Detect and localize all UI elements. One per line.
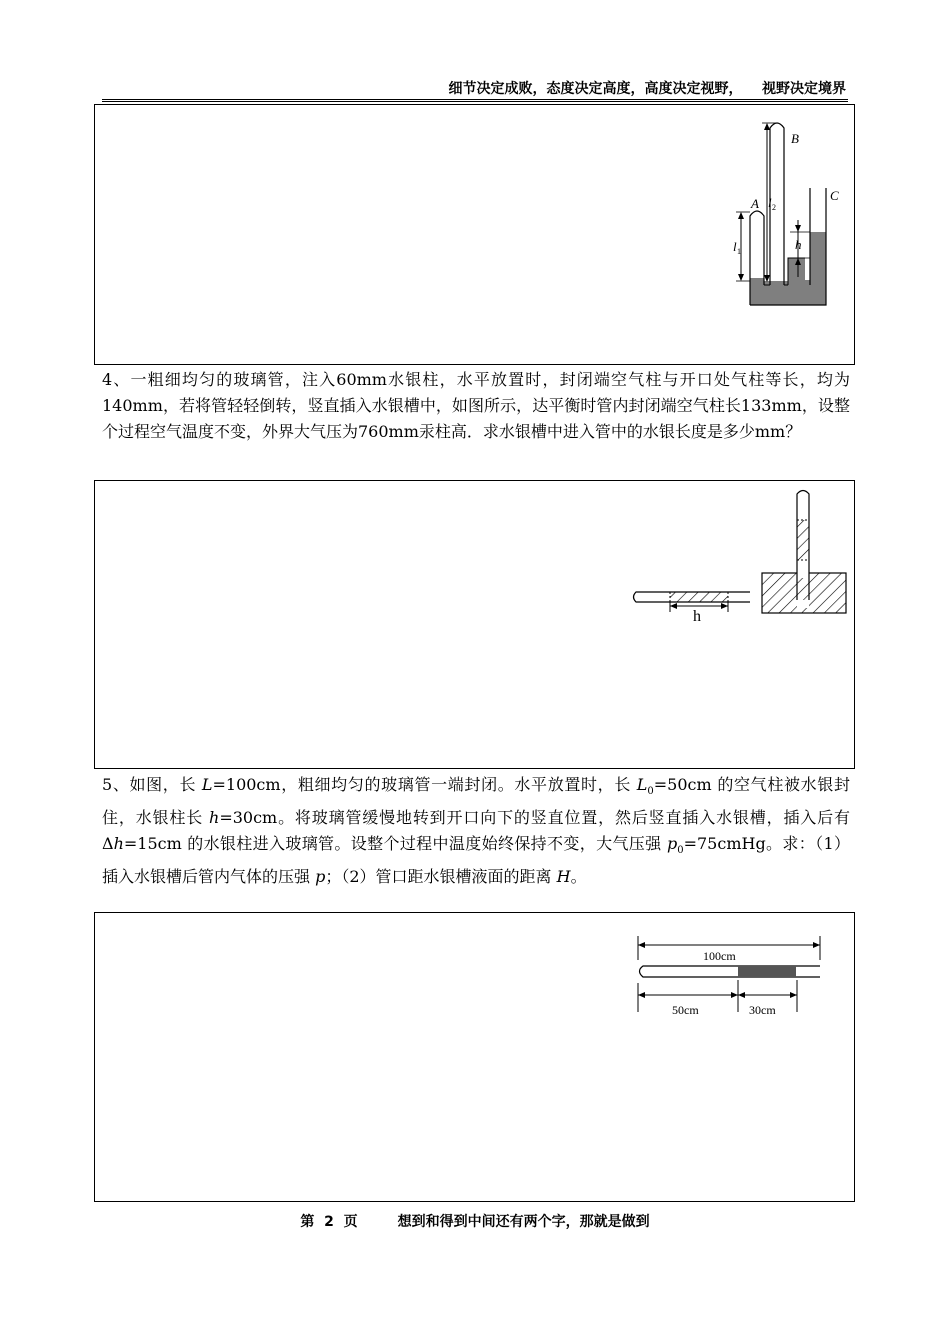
figure-u-tube-abc bbox=[730, 112, 840, 312]
figure-horizontal-tube bbox=[632, 930, 832, 1020]
question-4-text: 4、一粗细均匀的玻璃管，注入60mm水银柱，水平放置时，封闭端空气柱与开口处气柱等长，均为140mm，若将管轻轻倒转，竖直插入水银槽中，如图所示，达平衡时管内封闭端空气柱长133mm，设整个过程空气温度不变，外界大气压为760mm汞柱高．求水银槽中进入管中的水银长度是多少mm？ bbox=[102, 370, 850, 441]
label-l1-sub: 1 bbox=[737, 247, 741, 256]
label-30cm: 30cm bbox=[749, 1003, 776, 1017]
label-h: h bbox=[795, 237, 802, 252]
label-b: B bbox=[791, 131, 799, 146]
footer-motto: 想到和得到中间还有两个字，那就是做到 bbox=[397, 1214, 650, 1230]
question-5-text: 5、如图，长 L=100cm，粗细均匀的玻璃管一端封闭。水平放置时，长 $L_0=50cm$ 的空气柱被水银封住，水银柱长 h=30cm。将玻璃管缓慢地转到开口向下的竖直位置，然后竖直插入水银槽，插入后有 Δh=15cm 的水银柱进入玻璃管。设整个过程中温度始终保持不变，大气压强 $p_0=75cmHg$。求：（1）插入水银槽后管内气体的压强 p；（2）管口距水银槽液面的距离 H。 bbox=[102, 775, 850, 887]
mercury-column bbox=[738, 966, 796, 977]
page-number: 第 2 页 bbox=[300, 1214, 358, 1230]
horizontal-mercury bbox=[670, 592, 728, 602]
label-50cm: 50cm bbox=[672, 1003, 699, 1017]
label-l1: l bbox=[733, 239, 737, 254]
figure-inverted-tube bbox=[625, 485, 855, 625]
label-c: C bbox=[830, 188, 839, 203]
header-motto: 细节决定成败，态度决定高度，高度决定视野， 视野决定境界 bbox=[448, 81, 846, 97]
label-a: A bbox=[751, 196, 759, 211]
label-l2: l bbox=[768, 195, 772, 210]
header-rule bbox=[102, 99, 848, 102]
label-h-q4: h bbox=[693, 608, 701, 625]
label-l2-sub: 2 bbox=[772, 203, 776, 212]
page-footer bbox=[0, 1211, 950, 1231]
label-100cm: 100cm bbox=[703, 949, 736, 963]
vertical-mercury bbox=[797, 520, 809, 560]
